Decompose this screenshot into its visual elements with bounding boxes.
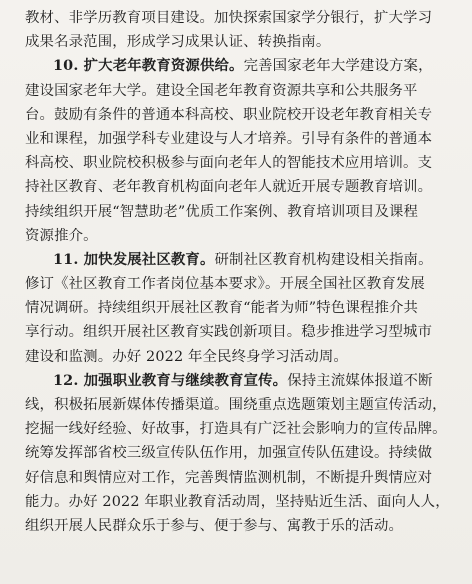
text-line-23	[25, 538, 454, 562]
line-text: 持社区教育、老年教育机构面向老年人就近开展专题教育培训。	[25, 179, 433, 196]
line-text: 科高校、职业院校积极参与面向老年人的智能技术应用培训。支	[25, 155, 433, 172]
text-line-19	[25, 441, 454, 465]
text-line-7	[25, 151, 454, 175]
line-text: 业和课程，加强学科专业建设与人才培养。引导有条件的普通本	[25, 130, 433, 147]
text-line-12	[25, 272, 454, 296]
text-line-1	[25, 6, 454, 30]
line-text: 线，积极拓展新媒体传播渠道。围绕重点选题策划主题宣传活动，	[25, 397, 447, 413]
text-line-21	[25, 490, 454, 514]
section-11-heading-line	[25, 248, 454, 272]
line-text: 好信息和舆情应对工作，完善舆情监测机制，不断提升舆情应对	[25, 469, 433, 486]
line-text: 挖掘一线好经验、好故事，打造具有广泛社会影响力的宣传品牌。	[25, 421, 447, 438]
text-line-20	[25, 466, 454, 490]
text-line-2	[25, 30, 454, 54]
line-text: 资源推介。	[25, 227, 98, 244]
section-12-title: 12. 加强职业教育与继续教育宣传。	[53, 371, 288, 389]
text-line-13	[25, 296, 454, 320]
section-10-heading-line	[25, 54, 454, 78]
line-text: 成果名录范围，形成学习成果认证、转换指南。	[25, 34, 331, 51]
text-line-5	[25, 103, 454, 127]
line-text: 持续组织开展“智慧助老”优质工作案例、教育培训项目及课程	[25, 203, 419, 220]
text-line-6	[25, 127, 454, 151]
section-12-heading-line	[25, 369, 454, 393]
section-10-title: 10. 扩大老年教育资源供给。	[53, 57, 244, 75]
text-line-18	[25, 417, 454, 441]
line-text: 享行动。组织开展社区教育实践创新项目。稳步推进学习型城市	[25, 324, 433, 341]
text-line-14	[25, 320, 454, 344]
line-text: 研制社区教育机构建设相关指南。	[214, 251, 433, 268]
line-text: 保持主流媒体报道不断	[287, 372, 433, 389]
line-text: 建设国家老年大学。建设全国老年教育资源共享和公共服务平	[25, 82, 418, 99]
line-text: 完善国家老年大学建设方案，	[243, 58, 433, 75]
line-text: 组织开展人民群众乐于参与、便于参与、寓教于乐的活动。	[25, 517, 404, 534]
line-text: 修订《社区教育工作者岗位基本要求》。开展全国社区教育发展	[25, 276, 425, 293]
line-text: 能力。办好 2022 年职业教育活动周，坚持贴近生活、面向人人，	[25, 493, 450, 510]
line-text: 统筹发挥部省校三级宣传队伍作用，加强宣传队伍建设。持续做	[25, 445, 433, 462]
line-text: 台。鼓励有条件的普通本科高校、职业院校开设老年教育相关专	[25, 106, 433, 123]
text-line-8	[25, 175, 454, 199]
line-text: 情况调研。持续组织开展社区教育“能者为师”特色课程推介共	[25, 300, 419, 317]
text-line-10	[25, 224, 454, 248]
text-line-4	[25, 79, 454, 103]
text-line-17	[25, 393, 454, 417]
line-text: 建设和监测。办好 2022 年全民终身学习活动周。	[25, 348, 348, 365]
text-line-22	[25, 514, 454, 538]
line-text: 教材、非学历教育项目建设。加快探索国家学分银行，扩大学习	[25, 10, 433, 26]
section-11-title: 11. 加快发展社区教育。	[53, 250, 215, 268]
text-line-9	[25, 200, 454, 224]
text-line-15	[25, 345, 454, 369]
